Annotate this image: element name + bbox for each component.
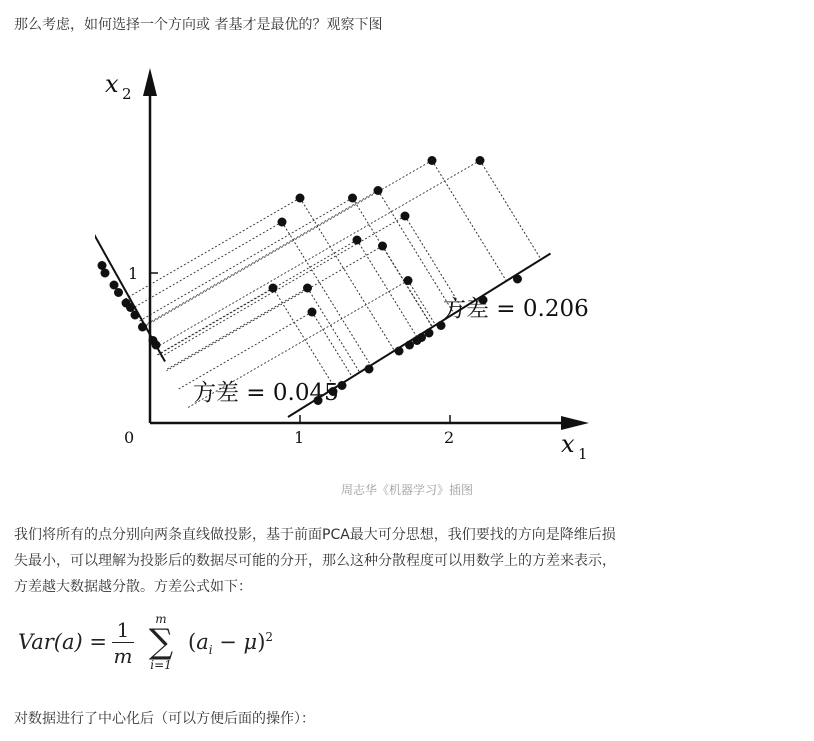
y-tick-label: 1 [128, 264, 139, 283]
paren-close: ) [257, 630, 266, 654]
var-a: a [196, 630, 209, 654]
x-axis-label: x [561, 430, 575, 458]
formula-lhs: Var(a) = [18, 630, 107, 654]
x-axis-arrow [561, 416, 589, 430]
projection-dotted-line [312, 312, 352, 377]
long-axis-projected-point [437, 321, 446, 330]
projection-dotted-line [480, 161, 541, 261]
paren-open: ( [188, 630, 197, 654]
formula-denominator: m [113, 644, 133, 668]
projection-dotted-line [141, 191, 378, 328]
projection-dotted-line [357, 240, 417, 337]
long-axis-projected-point [513, 275, 522, 284]
y-axis-label-sub: 2 [122, 85, 132, 103]
sup-2: 2 [265, 630, 274, 644]
projection-dotted-line [405, 216, 462, 309]
data-point [404, 276, 413, 285]
x-tick-label: 2 [444, 428, 455, 447]
short-axis-projected-point [152, 341, 161, 350]
data-point [374, 186, 383, 195]
sum-lower-limit: i=1 [150, 658, 172, 672]
explanation-paragraph [14, 522, 714, 600]
sub-i: i [208, 643, 213, 658]
x-axis-label-sub: 1 [578, 445, 588, 463]
paragraph-line-3: 方差越大数据越分散。方差公式如下： [14, 579, 252, 595]
short-axis-projected-point [110, 281, 119, 290]
long-axis-projected-point [395, 347, 404, 356]
short-axis-projected-point [101, 269, 110, 278]
y-axis-arrow [143, 68, 157, 96]
data-point [296, 194, 305, 203]
var-mu: μ [243, 630, 258, 654]
projection-dotted-line [308, 288, 360, 372]
projection-dotted-line [142, 161, 432, 329]
short-axis-projected-point [138, 323, 147, 332]
formula-summation [143, 612, 179, 672]
data-point [303, 284, 312, 293]
minus-sign: − [212, 630, 244, 654]
data-point [428, 156, 437, 165]
long-axis-projected-point [405, 341, 414, 350]
variance-small-label: 方差 = 0.045 [193, 380, 339, 406]
data-point [348, 194, 357, 203]
data-point [476, 156, 485, 165]
figure-caption: 周志华《机器学习》插图 [340, 483, 473, 497]
projection-dotted-lines [125, 161, 541, 408]
formula-rhs [188, 630, 273, 657]
projection-dotted-line [177, 312, 312, 390]
variance-large-label: 方差 = 0.206 [443, 296, 589, 322]
data-points [98, 156, 523, 405]
projection-dotted-line [167, 246, 383, 371]
origin-label: 0 [124, 428, 135, 447]
axes [143, 68, 589, 430]
projection-dotted-line [158, 240, 357, 355]
data-point [308, 308, 317, 317]
projection-dotted-line [138, 198, 352, 322]
x-tick-label: 1 [294, 428, 305, 447]
pca-projection-figure [95, 62, 615, 472]
long-axis-projected-point [338, 381, 347, 390]
y-axis-label: x [105, 70, 119, 98]
data-point [353, 236, 362, 245]
projection-dotted-line [273, 288, 335, 388]
data-point [378, 242, 387, 251]
after-text: 对数据进行了中心化后（可以方便后面的操作）： [14, 711, 315, 727]
data-point [278, 218, 287, 227]
sigma-symbol: ∑ [148, 622, 174, 662]
formula-numerator: 1 [116, 618, 130, 642]
projection-dotted-line [432, 161, 507, 282]
formula-fraction [110, 618, 136, 669]
long-axis-projected-point [365, 365, 374, 374]
paragraph-line-2: 失最小，可以理解为投影后的数据尽可能的分开，那么这种分散程度可以用数学上的方差来表示， [14, 553, 616, 569]
projection-dotted-line [408, 281, 436, 326]
long-axis-projected-point [425, 329, 434, 338]
short-axis-projected-point [126, 303, 135, 312]
sum-upper-limit: m [155, 612, 167, 626]
data-point [401, 212, 410, 221]
paragraph-line-1: 我们将所有的点分别向两条直线做投影，基于前面PCA最大可分思想，我们要找的方向是降维后损 [14, 527, 616, 543]
projection-dotted-line [159, 216, 405, 358]
short-axis-projected-point [114, 288, 123, 297]
short-axis-projected-point [131, 311, 140, 320]
intro-text: 那么考虑，如何选择一个方向或 者基才是最优的？观察下图 [14, 17, 383, 33]
data-point [269, 284, 278, 293]
long-axis-projected-point [417, 333, 426, 342]
